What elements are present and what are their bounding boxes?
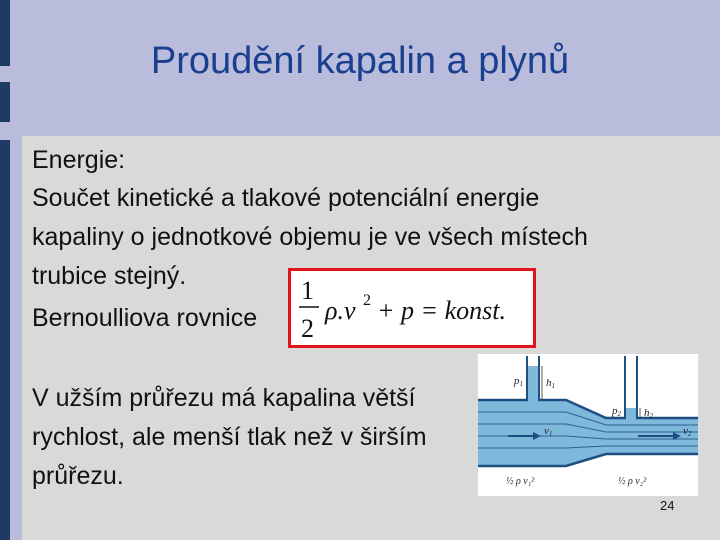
- formula-rest: + p = konst.: [377, 296, 506, 325]
- standpipe-left-fluid: [528, 366, 538, 402]
- label-p1: p1: [514, 375, 523, 388]
- text-line: Energie:: [32, 146, 126, 174]
- formula-numerator: 1: [301, 276, 314, 305]
- text-line: trubice stejný.: [32, 262, 187, 290]
- formula-denominator: 2: [301, 314, 314, 343]
- label-h1: h1: [546, 377, 555, 390]
- label-v1: v1: [544, 425, 553, 438]
- page-number: 24: [660, 498, 675, 513]
- label-h2: h2: [644, 407, 653, 420]
- text-line: V užším průřezu má kapalina větší: [32, 384, 416, 412]
- text-line: rychlost, ale menší tlak než v širším: [32, 423, 427, 451]
- left-stripe: [0, 140, 10, 540]
- formula-body: ρ.v: [325, 296, 356, 325]
- venturi-tube-figure: [478, 354, 698, 496]
- text-line: kapaliny o jednotkové objemu je ve všech místech: [32, 223, 588, 251]
- left-stripe: [0, 82, 10, 122]
- standpipe-right-fluid: [626, 408, 636, 420]
- label-v2: v2: [683, 425, 692, 438]
- slide-title: Proudění kapalin a plynů: [150, 40, 570, 82]
- venturi-diagram: [478, 354, 698, 496]
- bernoulli-formula: [291, 271, 533, 345]
- label-eq-right: ½ ρ v₂²: [618, 476, 647, 487]
- text-line: Součet kinetické a tlakové potenciální energie: [32, 184, 540, 212]
- label-p2: p2: [612, 405, 621, 418]
- bernoulli-formula-box: [288, 268, 536, 348]
- text-line: Bernoulliova rovnice: [32, 304, 258, 332]
- formula-exponent: 2: [363, 292, 371, 309]
- text-line: průřezu.: [32, 462, 124, 490]
- label-eq-left: ½ ρ v₁²: [506, 476, 535, 487]
